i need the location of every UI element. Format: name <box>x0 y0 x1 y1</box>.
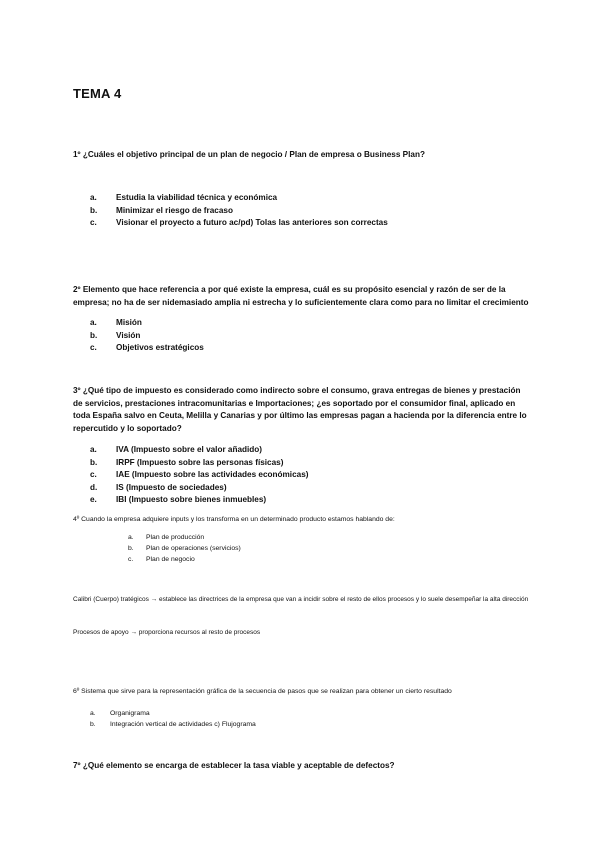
option-text: IVA (Impuesto sobre el valor añadido) <box>116 445 263 454</box>
question-1-options <box>90 192 388 230</box>
option-letter: b. <box>128 545 134 552</box>
option-text: IBI (Impuesto sobre bienes inmuebles) <box>116 495 267 504</box>
option-text: Integración vertical de actividades c) Flujograma <box>110 721 256 728</box>
option-letter: b. <box>90 205 98 215</box>
option-letter: b. <box>90 457 98 467</box>
option-text: Plan de operaciones (servicios) <box>146 545 241 552</box>
option-text: Minimizar el riesgo de fracaso <box>116 205 233 215</box>
option-letter: a. <box>90 193 97 202</box>
option-letter: a. <box>90 318 97 327</box>
option-letter: e. <box>90 495 97 504</box>
option-1b <box>90 205 388 218</box>
option-text: Organigrama <box>110 710 150 717</box>
question-4: 4º Cuando la empresa adquiere inputs y los transforma en un determinado producto estamos hablando de: <box>73 516 395 523</box>
option-text: Visionar el proyecto a futuro ac/pd) Tolas las anteriores son correctas <box>116 218 388 227</box>
note-support-processes: Procesos de apoyo → proporciona recursos al resto de procesos <box>73 629 261 636</box>
question-2: 2º Elemento que hace referencia a por qué existe la empresa, cuál es su propósito esencial y razón de ser de la empresa; no ha de ser nidemasiado amplia ni estrecha y lo suficientemente clara como para no limitar el crecimiento <box>73 285 529 307</box>
option-4a <box>128 532 241 543</box>
option-2b <box>90 330 204 343</box>
option-letter: a. <box>128 534 134 541</box>
option-3e <box>90 494 308 507</box>
option-letter: c. <box>90 218 97 227</box>
option-text: Plan de producción <box>146 534 205 541</box>
option-letter: d. <box>90 482 98 492</box>
option-text: Objetivos estratégicos <box>116 343 204 352</box>
option-3a <box>90 444 308 457</box>
option-text: IS (Impuesto de sociedades) <box>116 482 227 492</box>
question-6-options <box>90 708 256 730</box>
option-3d <box>90 482 308 495</box>
option-letter: c. <box>90 470 97 479</box>
option-letter: b. <box>90 721 96 728</box>
option-letter: c. <box>90 343 97 352</box>
option-2a <box>90 317 204 330</box>
question-6: 6º Sistema que sirve para la representación gráfica de la secuencia de pasos que se realizan para obtener un cierto resultado <box>73 688 452 695</box>
option-letter: b. <box>90 330 98 340</box>
option-text: Misión <box>116 318 142 327</box>
question-1: 1º ¿Cuáles el objetivo principal de un plan de negocio / Plan de empresa o Business Plan? <box>73 150 425 159</box>
option-2c <box>90 342 204 355</box>
option-text: Plan de negocio <box>146 556 195 563</box>
option-4b <box>128 543 241 554</box>
question-3-options <box>90 444 308 507</box>
page-title: TEMA 4 <box>73 86 122 101</box>
option-text: Estudia la viabilidad técnica y económica <box>116 193 278 202</box>
option-text: IAE (Impuesto sobre las actividades económicas) <box>116 470 309 479</box>
option-3b <box>90 457 308 470</box>
option-1a <box>90 192 388 205</box>
question-4-options <box>128 532 241 565</box>
option-1c <box>90 217 388 230</box>
option-letter: a. <box>90 445 97 454</box>
option-text: Visión <box>116 330 141 340</box>
option-text: IRPF (Impuesto sobre las personas físicas) <box>116 457 284 467</box>
option-4c <box>128 554 241 565</box>
question-7: 7º ¿Qué elemento se encarga de establecer la tasa viable y aceptable de defectos? <box>73 761 395 770</box>
option-6b <box>90 719 256 730</box>
option-letter: a. <box>90 710 96 717</box>
option-letter: c. <box>128 556 134 563</box>
question-3: 3º ¿Qué tipo de impuesto es considerado como indirecto sobre el consumo, grava entregas de bienes y prestación de servicios, prestaciones intracomunitarias e Importaciones; ¿es soportado por el consumidor final, aplicado en toda España salvo en Ceuta, Melilla y Canarias y por último las empresas pagan a hacienda por la diferencia entre lo repercutido y lo soportado? <box>73 386 527 433</box>
note-strategic-processes: Calibri (Cuerpo) tratégicos → establece las directrices de la empresa que van a incidir sobre el resto de ellos procesos y lo suele desempeñar la alta dirección <box>73 596 529 603</box>
option-6a <box>90 708 256 719</box>
question-2-options <box>90 317 204 355</box>
option-3c <box>90 469 308 482</box>
